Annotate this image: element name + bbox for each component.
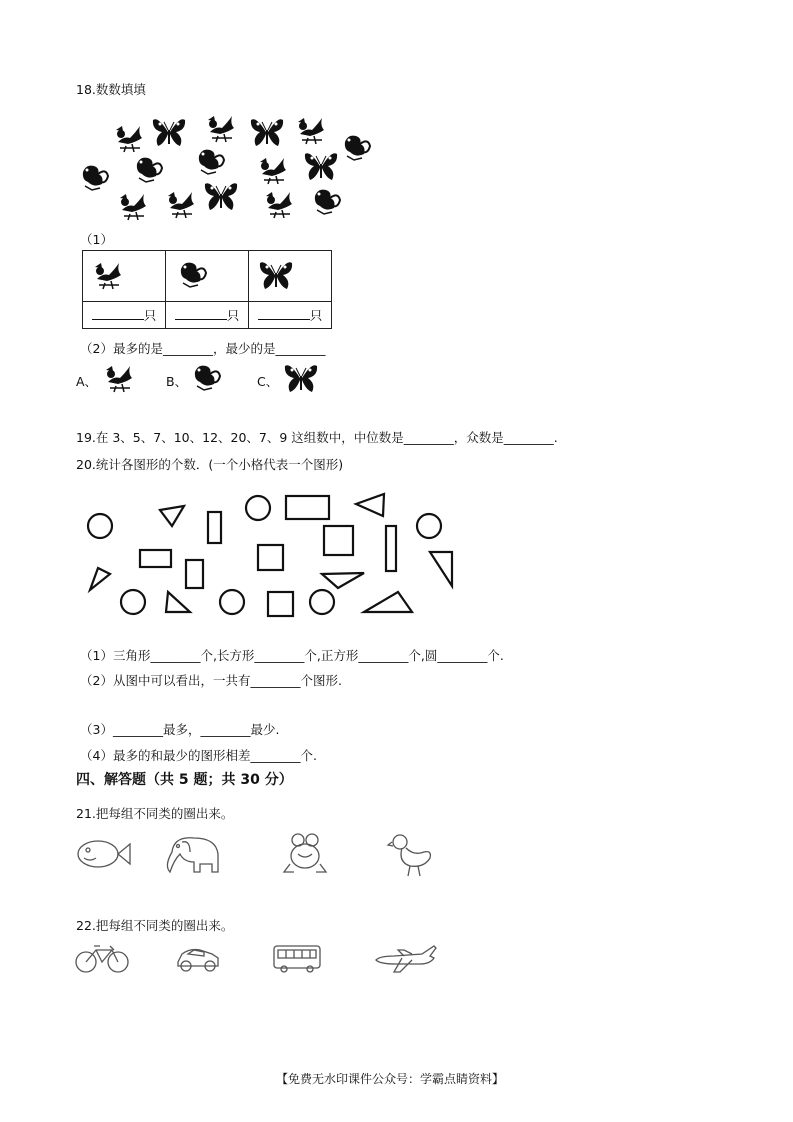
circle-shape [88, 514, 112, 538]
bird-icon [298, 118, 324, 144]
bird-icon [168, 192, 194, 218]
circle-shape [220, 590, 244, 614]
squirrel-icon [192, 362, 222, 394]
footer-text: 【免费无水印课件公众号：学霸点睛资料】 [276, 1072, 505, 1086]
q18-part2: （2）最多的是________，最少的是________ [80, 341, 326, 356]
squirrel-icon [345, 136, 370, 160]
rectangle-shape [386, 526, 396, 571]
frog-icon [284, 834, 326, 872]
unit-label: 只 [309, 308, 323, 323]
q19-text: 19.在 3、5、7、10、12、20、7、9 这组数中，中位数是________，众数是________. [76, 430, 558, 445]
section-title: 四、解答题（共 5 题；共 30 分） [76, 772, 293, 788]
animal-row [76, 832, 436, 882]
answer-cell[interactable] [249, 302, 332, 329]
car-icon [178, 950, 218, 972]
bird-icon [104, 362, 134, 394]
triangle-shape [90, 568, 110, 590]
animal-picture [76, 110, 376, 220]
squirrel-icon [137, 158, 162, 182]
bird-icon [116, 126, 142, 152]
butterfly-icon [260, 262, 292, 289]
shapes-figure [80, 488, 460, 628]
q20-title: 20.统计各图形的个数．(一个小格代表一个图形) [76, 457, 344, 472]
squirrel-icon [199, 150, 224, 174]
q20-part2: （2）从图中可以看出，一共有________个图形. [80, 673, 342, 688]
butterfly-icon [305, 153, 337, 180]
duck-icon [388, 835, 430, 876]
butterfly-icon [153, 119, 185, 146]
table-cell [166, 251, 249, 302]
rectangle-shape [140, 550, 171, 567]
square-shape [258, 545, 283, 570]
option-c-label: C、 [257, 374, 279, 389]
circle-shape [417, 514, 441, 538]
bird-icon [260, 158, 286, 184]
table-cell [249, 251, 332, 302]
bird-icon [120, 194, 146, 220]
q18-part1-label: （1） [80, 232, 113, 247]
butterfly-icon [284, 362, 320, 394]
unit-label: 只 [226, 308, 240, 323]
squirrel-icon [181, 262, 206, 286]
count-table [82, 250, 332, 329]
answer-cell[interactable] [83, 302, 166, 329]
q22-text: 22.把每组不同类的圈出来。 [76, 918, 234, 933]
triangle-shape [322, 573, 364, 588]
rectangle-shape [286, 496, 329, 519]
fish-icon [78, 841, 130, 867]
triangle-shape [430, 552, 452, 586]
square-shape [268, 592, 293, 616]
triangle-shape [166, 592, 190, 612]
bus-icon [274, 946, 320, 972]
bicycle-icon [76, 946, 128, 972]
bird-icon [95, 263, 121, 289]
butterfly-icon [251, 119, 283, 146]
circle-shape [310, 590, 334, 614]
bird-icon [208, 116, 234, 142]
squirrel-icon [83, 166, 108, 190]
q21-text: 21.把每组不同类的圈出来。 [76, 806, 234, 821]
option-b-label: B、 [166, 374, 188, 389]
table-cell [83, 251, 166, 302]
airplane-icon [376, 946, 436, 972]
unit-label: 只 [143, 308, 157, 323]
option-a-label: A、 [76, 374, 98, 389]
rectangle-shape [186, 560, 203, 588]
triangle-shape [160, 506, 184, 526]
answer-cell[interactable] [166, 302, 249, 329]
butterfly-icon [205, 183, 237, 210]
vehicle-row [76, 940, 446, 980]
triangle-shape [356, 494, 384, 516]
squirrel-icon [315, 190, 340, 214]
rectangle-shape [208, 512, 221, 543]
elephant-icon [167, 838, 218, 872]
q18-title: 18.数数填填 [76, 82, 146, 97]
q20-part1: （1）三角形________个,长方形________个,正方形________个,圆________个. [80, 648, 504, 663]
triangle-shape [364, 592, 412, 612]
square-shape [324, 526, 353, 555]
q20-part4: （4）最多的和最少的图形相差________个. [80, 748, 317, 763]
circle-shape [246, 496, 270, 520]
bird-icon [266, 192, 292, 218]
circle-shape [121, 590, 145, 614]
q20-part3: （3）________最多，________最少. [80, 722, 280, 737]
